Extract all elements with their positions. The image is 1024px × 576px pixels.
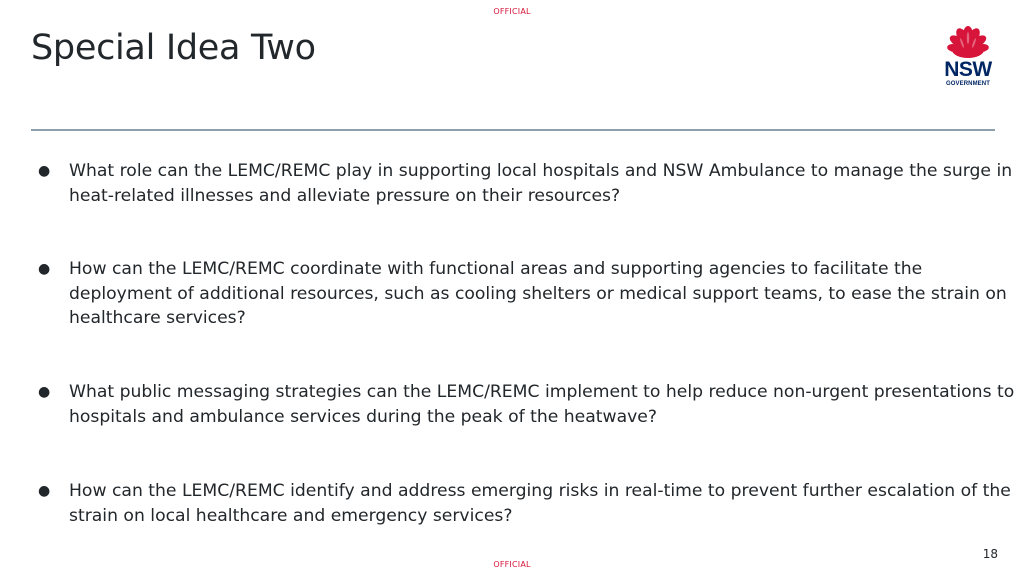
list-item [38,257,1024,331]
waratah-icon [938,26,998,60]
slide-title: Special Idea Two [31,28,316,68]
list-item [38,479,1024,528]
page-number: 18 [982,547,998,561]
bullet-icon: ● [38,163,51,179]
bullet-text: What public messaging strategies can the LEMC/REMC implement to help reduce non-urgent presentations to hospitals and ambulance services during the peak of the heatwave? [69,382,1015,427]
logo-subtitle: GOVERNMENT [945,81,990,87]
bullet-text: How can the LEMC/REMC identify and address emerging risks in real-time to prevent further escalation of the strain on local healthcare and emergency services? [69,481,1011,526]
classification-footer: OFFICIAL [493,560,531,569]
logo-wordmark: NSW [944,58,992,81]
bullet-text: How can the LEMC/REMC coordinate with functional areas and supporting agencies to facilitate the deployment of additional resources, such as cooling shelters or medical support teams, to ease the strain on healthcare services? [69,259,1007,328]
list-item [38,159,1024,208]
bullet-icon: ● [38,384,51,400]
bullet-text: What role can the LEMC/REMC play in supporting local hospitals and NSW Ambulance to manage the surge in heat-related illnesses and alleviate pressure on their resources? [69,161,1013,206]
bullet-icon: ● [38,483,51,499]
list-item [38,380,1024,429]
nsw-government-logo [938,26,998,90]
classification-header: OFFICIAL [493,7,531,16]
bullet-icon: ● [38,261,51,277]
title-divider [31,129,995,131]
